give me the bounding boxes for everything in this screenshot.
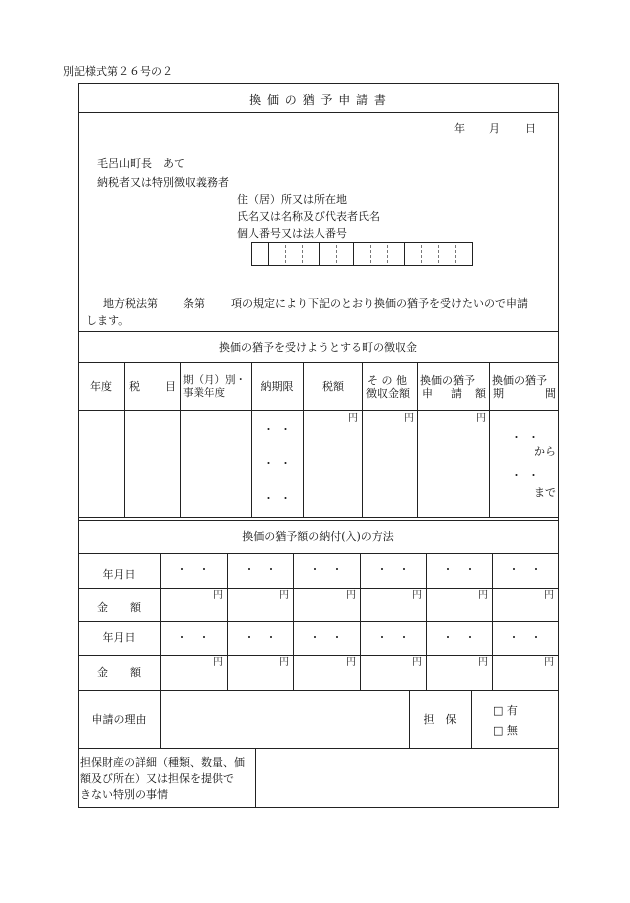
payment-date-r1-c4: ・ ・ (376, 563, 410, 576)
payment-amount-r2-c6: 円 (544, 657, 554, 668)
section1-top (78, 331, 559, 332)
payment-date-r2-c5: ・ ・ (442, 631, 476, 644)
section1-header-line (78, 410, 559, 411)
payment-amount-r2-c3: 円 (346, 657, 356, 668)
security-option-no[interactable]: □ 無 (493, 724, 518, 737)
header-request-2c: 額 (475, 387, 486, 400)
tax-amount-unit: 円 (348, 413, 358, 424)
personal-number-box[interactable] (251, 242, 473, 266)
payment-date-r1-c1: ・ ・ (176, 563, 210, 576)
payment-amount-r1-c1: 円 (213, 590, 223, 601)
due-date-2: ・・ (263, 457, 297, 470)
header-grace-period-1: 換価の猶予 (492, 374, 547, 387)
reason-bottom (78, 748, 559, 749)
payment-date-r1-c3: ・ ・ (309, 563, 343, 576)
grace-until-date: ・・ (511, 469, 545, 482)
payment-amount-r2-c5: 円 (478, 657, 488, 668)
form-frame (78, 83, 559, 808)
security-option-yes[interactable]: □ 有 (493, 704, 518, 717)
payment-amount-r2-c2: 円 (279, 657, 289, 668)
date-day: 日 (525, 122, 536, 135)
header-due: 納期限 (260, 380, 294, 393)
payment-date-r1-c2: ・ ・ (243, 563, 277, 576)
payment-date-r2-c6: ・ ・ (508, 631, 542, 644)
payment-date-r1-c5: ・ ・ (442, 563, 476, 576)
date-year: 年 (454, 122, 465, 135)
payment-date-r2-c2: ・ ・ (243, 631, 277, 644)
header-request-2a: 申 (422, 387, 433, 400)
payment-amount-r2-c1: 円 (213, 657, 223, 668)
grace-until-label: まで (534, 486, 556, 499)
header-grace-period-2b: 間 (545, 387, 556, 400)
address-label: 住（居）所又は所在地 (237, 193, 347, 206)
payment-date-label-2: 年月日 (102, 631, 136, 644)
payment-amount-r2-c4: 円 (412, 657, 422, 668)
date-month: 月 (489, 122, 500, 135)
name-label: 氏名又は名称及び代表者氏名 (237, 210, 380, 223)
header-tax-item-2: 目 (165, 380, 176, 393)
due-date-1: ・・ (263, 423, 297, 436)
payment-amount-label-2: 金 額 (97, 666, 141, 679)
statement-line2: します。 (86, 314, 130, 327)
payment-amount-r1-c3: 円 (346, 590, 356, 601)
collateral-line2: 額及び所在）又は担保を提供で (80, 772, 234, 785)
section2-title-line (78, 553, 559, 554)
security-label: 担 保 (423, 713, 457, 726)
applicant-role: 納税者又は特別徴収義務者 (97, 176, 229, 189)
section1-bottom (78, 517, 559, 518)
payment-amount-r1-c5: 円 (478, 590, 488, 601)
header-other-2: 徴収金額 (366, 387, 410, 400)
other-amount-unit: 円 (404, 413, 414, 424)
header-other-1: そ の 他 (367, 374, 407, 387)
payment-date-r1-c6: ・ ・ (508, 563, 542, 576)
payment-date-r2-c1: ・ ・ (176, 631, 210, 644)
payment-date-label-1: 年月日 (102, 568, 136, 581)
payment-amount-label-1: 金 額 (97, 601, 141, 614)
statement-part3: 項の規定により下記のとおり換価の猶予を受けたいので申請 (231, 297, 528, 310)
header-period-1: 期（月）別・ (183, 374, 246, 386)
section1-bottom-double (78, 520, 559, 521)
title-divider (78, 112, 559, 113)
grace-from-label: から (534, 445, 556, 458)
header-tax-amount: 税額 (322, 380, 344, 393)
grace-from-date: ・・ (511, 431, 545, 444)
statement-part2: 条第 (183, 297, 205, 310)
section2-title: 換価の猶予額の納付(入)の方法 (242, 530, 394, 543)
reason-label: 申請の理由 (91, 713, 147, 726)
number-label: 個人番号又は法人番号 (237, 227, 347, 240)
section1-title-line (78, 362, 559, 363)
form-title: 換 価 の 猶 予 申 請 書 (249, 93, 387, 107)
payment-amount-r1-c6: 円 (544, 590, 554, 601)
payment-date-r2-c3: ・ ・ (309, 631, 343, 644)
header-request-2b: 請 (451, 387, 462, 400)
header-tax-item-1: 税 (129, 380, 140, 393)
header-request-1: 換価の猶予 (420, 374, 475, 387)
header-period-2: 事業年度 (183, 387, 225, 399)
payment-amount-r1-c4: 円 (412, 590, 422, 601)
request-amount-unit: 円 (476, 413, 486, 424)
collateral-line3: きない特別の事情 (80, 788, 168, 801)
collateral-line1: 担保財産の詳細（種類、数量、価 (80, 756, 245, 769)
section1-title: 換価の猶予を受けようとする町の徴収金 (219, 341, 417, 354)
addressee: 毛呂山町長 あて (97, 157, 185, 170)
header-grace-period-2a: 期 (493, 387, 504, 400)
due-date-3: ・・ (263, 492, 297, 505)
header-year: 年度 (90, 380, 112, 393)
form-id: 別記様式第２６号の２ (63, 65, 173, 78)
statement-part1: 地方税法第 (103, 297, 158, 310)
payment-date-r2-c4: ・ ・ (376, 631, 410, 644)
payment-amount-r1-c2: 円 (279, 590, 289, 601)
